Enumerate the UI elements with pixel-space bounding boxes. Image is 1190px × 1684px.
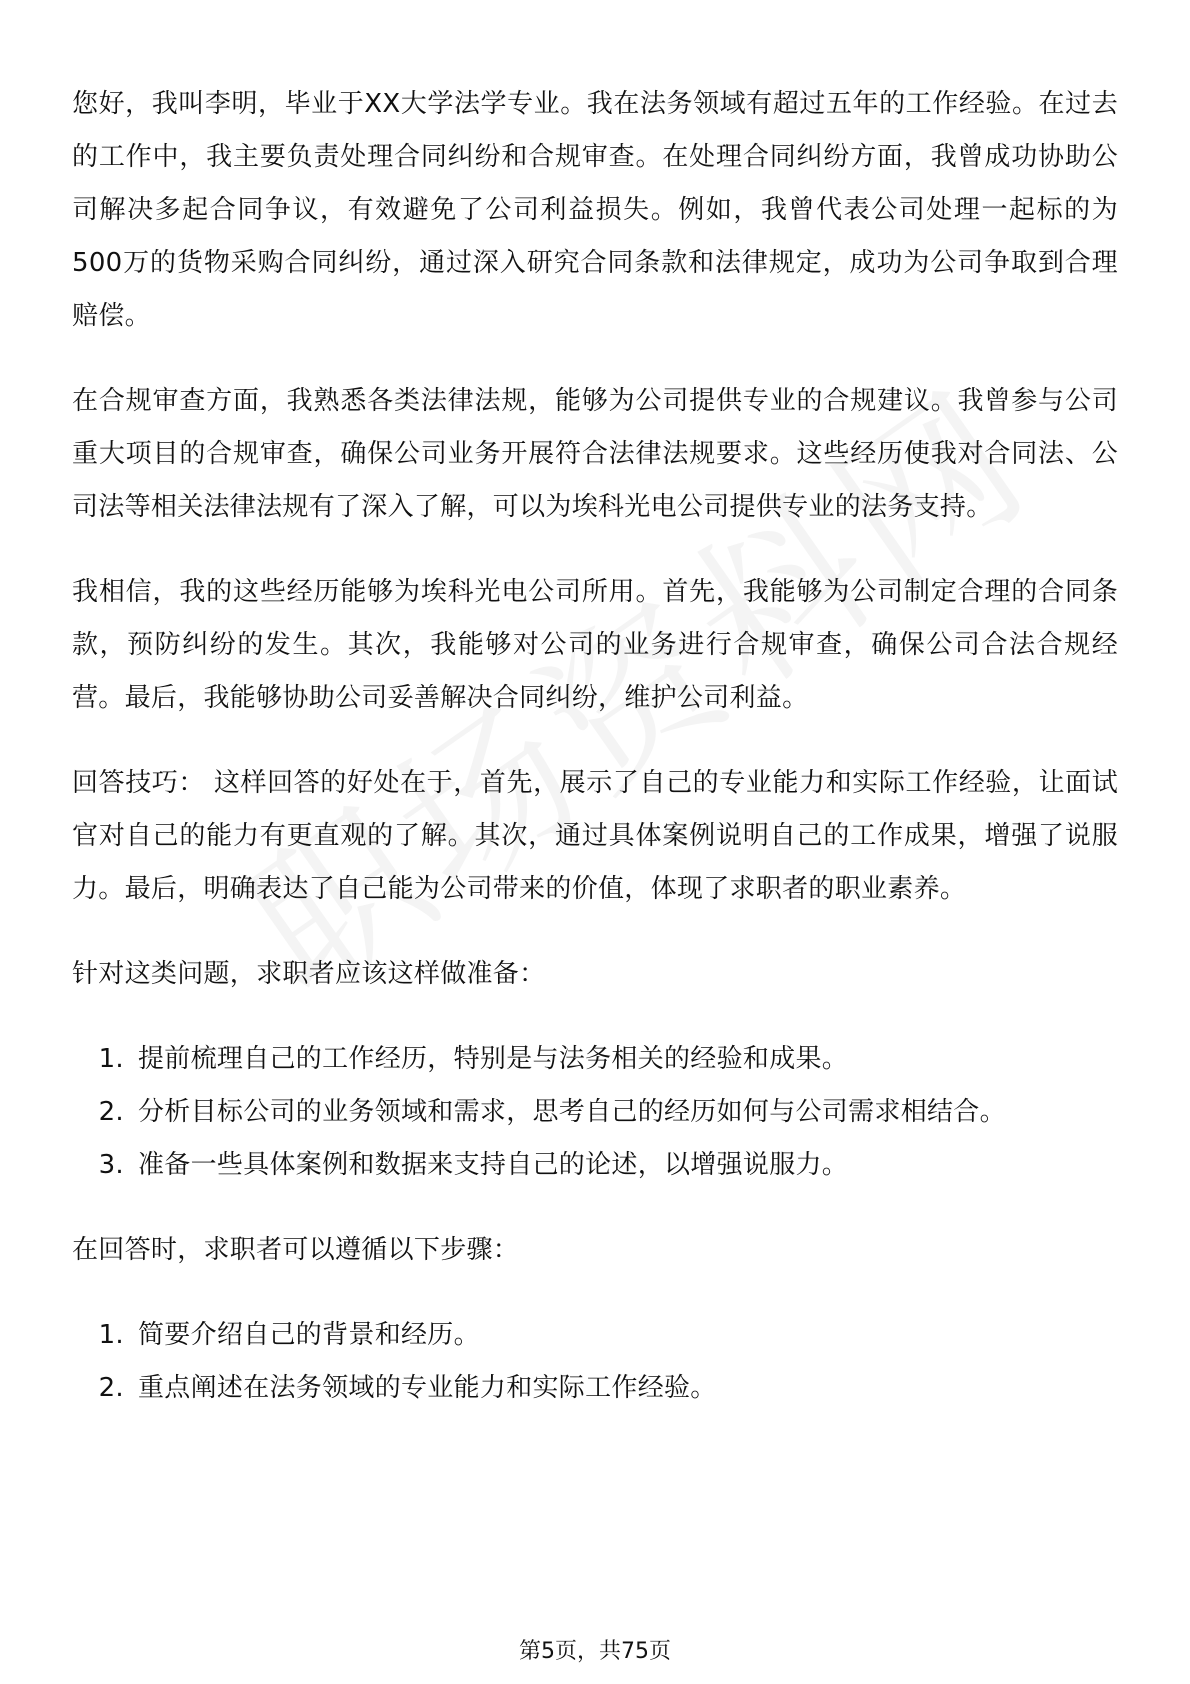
list-number: 1. — [98, 1320, 124, 1350]
list-number: 2. — [98, 1373, 124, 1403]
paragraph-prep-intro: 针对这类问题，求职者应该这样做准备： — [72, 959, 546, 989]
list-text: 简要介绍自己的背景和经历。 — [138, 1320, 480, 1350]
document-page — [72, 78, 1118, 1447]
list-text: 准备一些具体案例和数据来支持自己的论述，以增强说服力。 — [138, 1150, 849, 1180]
list-number: 3. — [98, 1150, 124, 1180]
list-item — [72, 1033, 1118, 1086]
list-number: 1. — [98, 1044, 124, 1074]
list-text: 重点阐述在法务领域的专业能力和实际工作经验。 — [138, 1373, 717, 1403]
list-text: 分析目标公司的业务领域和需求，思考自己的经历如何与公司需求相结合。 — [138, 1097, 1006, 1127]
paragraph-compliance: 在合规审查方面，我熟悉各类法律法规，能够为公司提供专业的合规建议。我曾参与公司重大项目的合规审查，确保公司业务开展符合法律法规要求。这些经历使我对合同法、公司法等相关法律法规有了深入了解，可以为埃科光电公司提供专业的法务支持。 — [72, 386, 1118, 522]
list-item — [72, 1362, 1118, 1415]
paragraph-value: 我相信，我的这些经历能够为埃科光电公司所用。首先，我能够为公司制定合理的合同条款，预防纠纷的发生。其次，我能够对公司的业务进行合规审查，确保公司合法合规经营。最后，我能够协助公司妥善解决合同纠纷，维护公司利益。 — [72, 577, 1118, 713]
list-number: 2. — [98, 1097, 124, 1127]
list-item — [72, 1139, 1118, 1192]
list-text: 提前梳理自己的工作经历，特别是与法务相关的经验和成果。 — [138, 1044, 849, 1074]
paragraph-intro: 您好，我叫李明，毕业于XX大学法学专业。我在法务领域有超过五年的工作经验。在过去的工作中，我主要负责处理合同纠纷和合规审查。在处理合同纠纷方面，我曾成功协助公司解决多起合同争议，有效避免了公司利益损失。例如，我曾代表公司处理一起标的为500万的货物采购合同纠纷，通过深入研究合同条款和法律规定，成功为公司争取到合理赔偿。 — [72, 89, 1118, 331]
paragraph-answer-tips: 回答技巧： 这样回答的好处在于，首先，展示了自己的专业能力和实际工作经验，让面试官对自己的能力有更直观的了解。其次，通过具体案例说明自己的工作成果，增强了说服力。最后，明确表达了自己能为公司带来的价值，体现了求职者的职业素养。 — [72, 768, 1118, 904]
prep-list — [72, 1033, 1118, 1192]
paragraph-steps-intro: 在回答时，求职者可以遵循以下步骤： — [72, 1235, 520, 1265]
list-item — [72, 1309, 1118, 1362]
steps-list — [72, 1309, 1118, 1415]
list-item — [72, 1086, 1118, 1139]
page-footer: 第5页，共75页 — [519, 1639, 671, 1664]
